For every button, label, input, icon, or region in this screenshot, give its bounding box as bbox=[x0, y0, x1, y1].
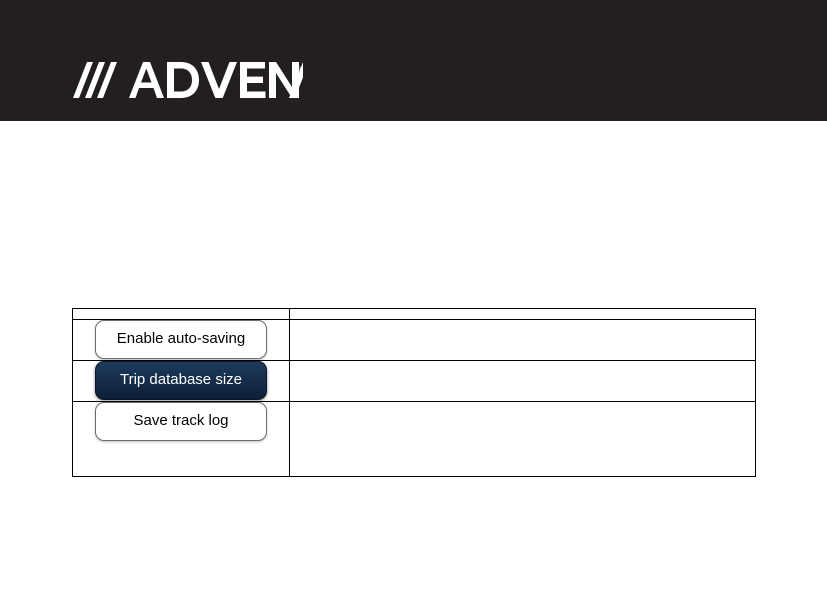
header-bar bbox=[0, 0, 827, 121]
control-cell bbox=[73, 402, 290, 477]
save-track-log-button[interactable]: Save track log bbox=[95, 402, 267, 441]
control-cell bbox=[73, 361, 290, 402]
main-content bbox=[0, 123, 827, 610]
table-row bbox=[73, 320, 756, 361]
column-header-description bbox=[290, 309, 756, 320]
trip-database-size-button[interactable]: Trip database size bbox=[95, 361, 267, 400]
logo-trademark: ® bbox=[297, 67, 303, 74]
table-row bbox=[73, 361, 756, 402]
description-cell bbox=[290, 320, 756, 361]
table-row bbox=[73, 402, 756, 477]
settings-table bbox=[72, 308, 756, 477]
description-cell bbox=[290, 402, 756, 477]
description-cell bbox=[290, 361, 756, 402]
control-cell bbox=[73, 320, 290, 361]
table-header-row bbox=[73, 309, 756, 320]
advent-logo-icon bbox=[73, 58, 303, 104]
enable-auto-saving-button[interactable]: Enable auto-saving bbox=[95, 320, 267, 359]
column-header-control bbox=[73, 309, 290, 320]
